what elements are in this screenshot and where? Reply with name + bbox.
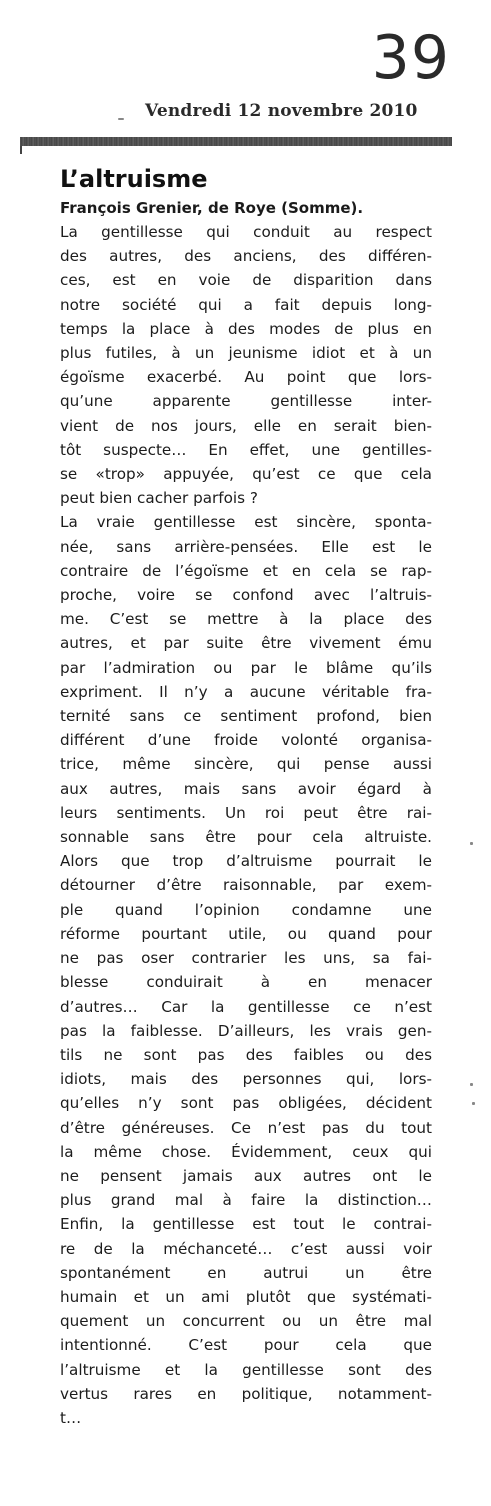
- text-line: différent d’une froide volonté organisa-: [60, 731, 432, 750]
- scan-speck: [470, 1083, 473, 1086]
- article: [60, 162, 432, 1430]
- page-number: 39: [371, 23, 450, 93]
- text-line: idiots, mais des personnes qui, lors-: [60, 1070, 432, 1089]
- text-line: d’être généreuses. Ce n’est pas du tout: [60, 1118, 432, 1137]
- article-title: L’altruisme: [60, 165, 208, 193]
- text-line: Enfin, la gentillesse est tout le contrai-: [60, 1215, 432, 1234]
- text-line: vient de nos jours, elle en serait bien-: [60, 416, 432, 435]
- text-line: d’autres… Car la gentillesse ce n’est: [60, 997, 432, 1016]
- scan-speck: [470, 842, 473, 845]
- text-line: re de la méchanceté… c’est aussi voir: [60, 1239, 432, 1258]
- text-line: ne pas oser contrarier les uns, sa fai-: [60, 949, 432, 968]
- text-line: ne pensent jamais aux autres ont le: [60, 1166, 432, 1185]
- text-line: contraire de l’égoïsme et en cela se rap-: [60, 561, 432, 580]
- text-line: qu’elles n’y sont pas obligées, décident: [60, 1094, 432, 1113]
- scan-speck: [118, 118, 124, 120]
- text-line: tils ne sont pas des faibles ou des: [60, 1045, 432, 1064]
- text-line: t…: [60, 1408, 82, 1427]
- text-line: peut bien cacher parfois ?: [60, 489, 258, 508]
- text-line: aux autres, mais sans avoir égard à: [60, 779, 432, 798]
- text-line: plus grand mal à faire la distinction…: [60, 1191, 432, 1210]
- article-paragraph-2: [60, 510, 432, 1430]
- text-line: plus futiles, à un jeunisme idiot et à un: [60, 344, 432, 363]
- article-byline: François Grenier, de Roye (Somme).: [60, 199, 364, 217]
- text-line: née, sans arrière-pensées. Elle est le: [60, 537, 432, 556]
- text-line: intentionné. C’est pour cela que: [60, 1336, 432, 1355]
- scan-speck: [472, 1102, 475, 1105]
- text-line: proche, voire se confond avec l’altruis-: [60, 586, 432, 605]
- text-line: La vraie gentillesse est sincère, sponta-: [60, 513, 432, 532]
- text-line: se «trop» appuyée, qu’est ce que cela: [60, 465, 432, 484]
- text-line: par l’admiration ou par le blâme qu’ils: [60, 658, 432, 677]
- text-line: réforme pourtant utile, ou quand pour: [60, 924, 432, 943]
- text-line: quement un concurrent ou un être mal: [60, 1312, 432, 1331]
- article-paragraph-1: [60, 220, 432, 510]
- text-line: égoïsme exacerbé. Au point que lors-: [60, 368, 432, 387]
- text-line: vertus rares en politique, notamment-: [60, 1384, 432, 1403]
- text-line: blesse conduirait à en menacer: [60, 973, 432, 992]
- text-line: autres, et par suite être vivement ému: [60, 634, 432, 653]
- text-line: l’altruisme et la gentillesse sont des: [60, 1360, 432, 1379]
- publication-date: Vendredi 12 novembre 2010: [145, 101, 418, 121]
- text-line: ple quand l’opinion condamne une: [60, 900, 432, 919]
- text-line: ternité sans ce sentiment profond, bien: [60, 707, 432, 726]
- text-line: spontanément en autrui un être: [60, 1263, 432, 1282]
- text-line: ces, est en voie de disparition dans: [60, 271, 432, 290]
- text-line: trice, même sincère, qui pense aussi: [60, 755, 432, 774]
- text-line: La gentillesse qui conduit au respect: [60, 223, 432, 241]
- text-line: notre société qui a fait depuis long-: [60, 295, 432, 314]
- text-line: des autres, des anciens, des différen-: [60, 247, 432, 266]
- text-line: humain et un ami plutôt que systémati-: [60, 1287, 432, 1306]
- text-line: expriment. Il n’y a aucune véritable fra-: [60, 682, 432, 701]
- text-line: sonnable sans être pour cela altruiste.: [60, 828, 432, 847]
- text-line: me. C’est se mettre à la place des: [60, 610, 432, 629]
- header-rule: [20, 137, 452, 146]
- text-line: temps la place à des modes de plus en: [60, 319, 432, 338]
- text-line: détourner d’être raisonnable, par exem-: [60, 876, 432, 895]
- text-line: tôt suspecte… En effet, une gentilles-: [60, 440, 432, 459]
- text-line: leurs sentiments. Un roi peut être rai-: [60, 803, 432, 822]
- header-rule-tick: [20, 146, 22, 154]
- text-line: pas la faiblesse. D’ailleurs, les vrais gen-: [60, 1021, 432, 1040]
- text-line: qu’une apparente gentillesse inter-: [60, 392, 432, 411]
- text-line: Alors que trop d’altruisme pourrait le: [60, 852, 432, 871]
- text-line: la même chose. Évidemment, ceux qui: [60, 1142, 432, 1161]
